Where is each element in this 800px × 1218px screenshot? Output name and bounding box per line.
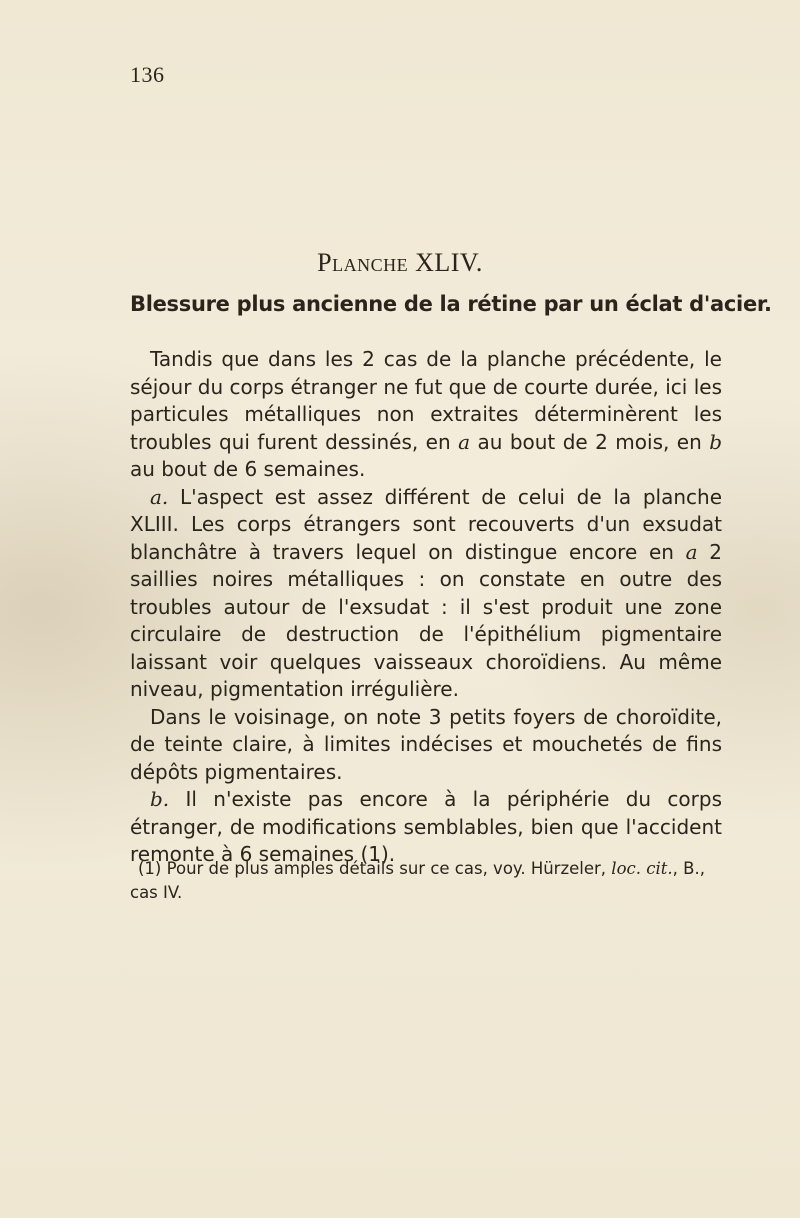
text-run: L'aspect est assez différent de celui de la planche XLIII. Les corps étrangers sont recouverts d'un exsudat blanchâtre à travers lequel on distingue encore en [130, 484, 722, 564]
paragraph [130, 704, 722, 787]
text-run: au bout de 2 mois, en [470, 429, 710, 454]
text-run: , B., cas IV. [130, 859, 705, 902]
page-number: 136 [130, 62, 165, 87]
paragraph [130, 346, 722, 484]
italic-text: a [685, 539, 698, 564]
italic-text: a. [150, 484, 169, 509]
body-text [130, 346, 722, 869]
text-run: Il n'existe pas encore à la périphérie du corps étranger, de modifications semblables, bien que l'accident remonte à 6 semaines (1). [130, 787, 722, 866]
italic-text: loc. cit. [611, 859, 673, 878]
text-run: (1) Pour de plus amples détails sur ce cas, voy. Hürzeler, [138, 859, 612, 878]
italic-text: b. [150, 787, 170, 811]
text-run: au bout de 6 semaines. [130, 457, 366, 481]
italic-text: a [458, 429, 471, 454]
italic-text: b [709, 429, 723, 454]
plate-title: Planche XLIV. [317, 248, 483, 277]
paragraph [130, 484, 722, 704]
section-heading: Blessure plus ancienne de la rétine par un éclat d'acier. [130, 292, 772, 316]
text-run: Tandis que dans les 2 cas de la planche précédente, le séjour du corps étranger ne fut que de courte durée, ici les particules métalliques non extraites déterminèrent les troubles qui furent dessinés, en [130, 347, 722, 454]
text-run: 2 saillies noires métalliques : on constate en outre des troubles autour de l'exsudat : il s'est produit une zone circulaire de destruction de l'épithélium pigmentaire laissant voir quelques vaisseaux choroïdiens. Au même niveau, pigmentation irrégulière. [130, 539, 722, 701]
text-run: Dans le voisinage, on note 3 petits foyers de choroïdite, de teinte claire, à limites indécises et mouchetés de fins dépôts pigmentaires. [130, 704, 722, 784]
footnote [130, 857, 725, 905]
